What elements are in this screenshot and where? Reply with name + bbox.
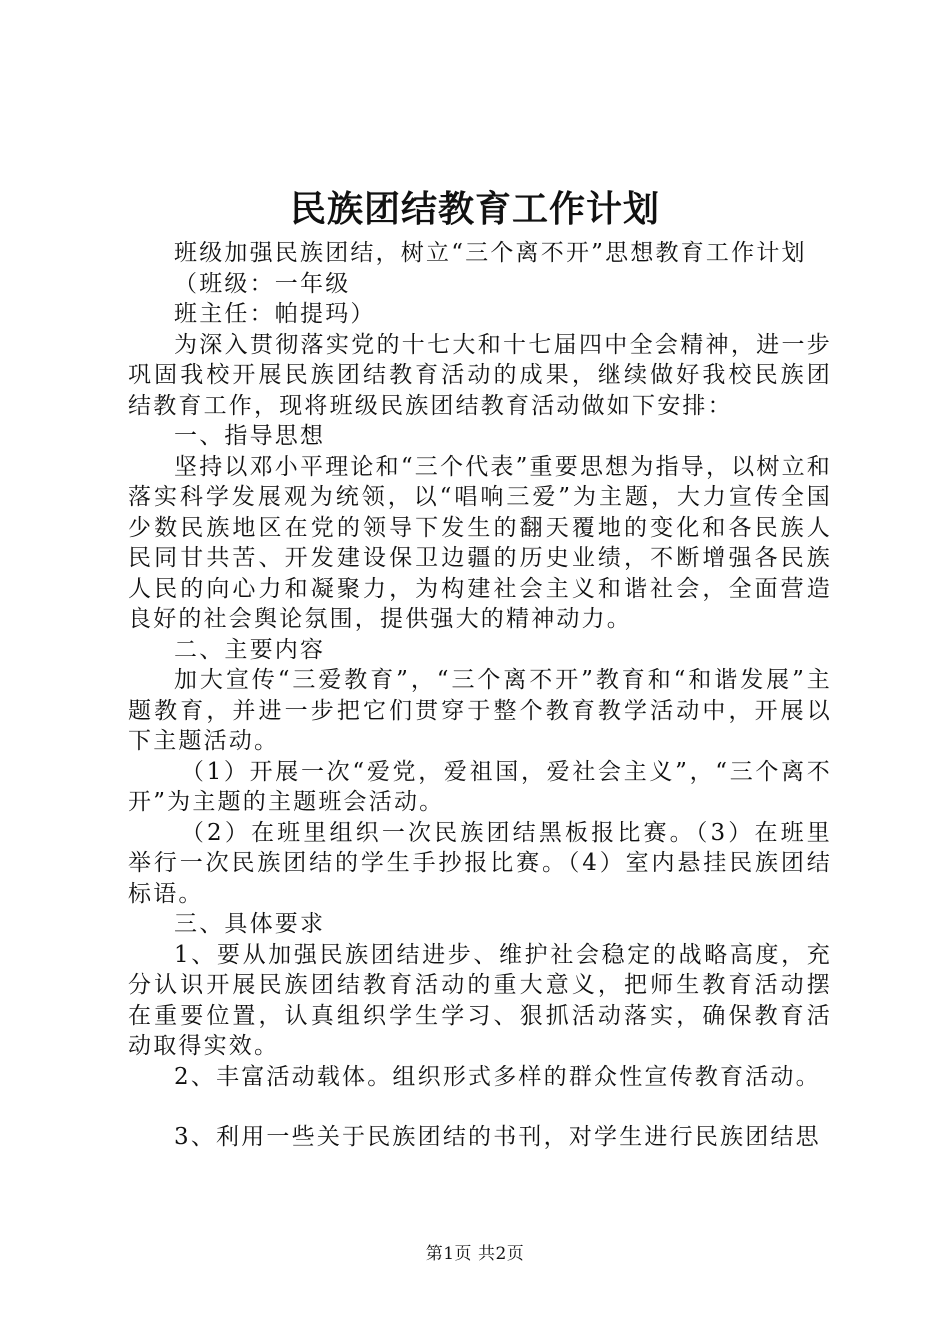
section-heading-requirements: 三、具体要求: [174, 911, 326, 937]
intro-paragraph: 为深入贯彻落实党的十七大和十七届四中全会精神，进一步巩固我校开展民族团结教育活动的成果，继续做好我校民族团结教育工作，现将班级民族团结教育活动做如下安排：: [128, 331, 832, 419]
requirement-1: 1、要从加强民族团结进步、维护社会稳定的战略高度，充分认识开展民族团结教育活动的重大意义，把师生教育活动摆在重要位置，认真组织学生学习、狠抓活动落实，确保教育活动取得实效。: [128, 941, 832, 1059]
document-title: 民族团结教育工作计划: [289, 188, 660, 230]
document-body: [128, 238, 832, 1153]
page-number-footer: 第1页 共2页: [425, 1244, 525, 1264]
teacher-info: 班主任：帕提玛）: [174, 301, 376, 327]
class-info: （班级：一年级: [174, 270, 351, 297]
guiding-ideology-paragraph: 坚持以邓小平理论和“三个代表”重要思想为指导，以树立和落实科学发展观为统领，以“唱响三爱”为主题，大力宣传全国少数民族地区在党的领导下发生的翻天覆地的变化和各民族人民同甘共苦、开发建设保卫边疆的历史业绩，不断增强各民族人民的向心力和凝聚力，为构建社会主义和谐社会，全面营造良好的社会舆论氛围，提供强大的精神动力。: [128, 453, 832, 632]
main-content-paragraph: 加大宣传“三爱教育”，“三个离不开”教育和“和谐发展”主题教育，并进一步把它们贯穿于整个教育教学活动中，开展以下主题活动。: [128, 667, 832, 754]
section-heading-guiding-ideology: 一、指导思想: [174, 423, 326, 449]
requirement-2: 2、丰富活动载体。组织形式多样的群众性宣传教育活动。: [174, 1063, 821, 1090]
subtitle-paragraph: 班级加强民族团结，树立“三个离不开”思想教育工作计划: [174, 240, 807, 266]
activity-item-1: （1）开展一次“爱党，爱祖国，爱社会主义”，“三个离不开”为主题的主题班会活动。: [128, 758, 832, 815]
activity-items-2-4: （2）在班里组织一次民族团结黑板报比赛。（3）在班里举行一次民族团结的学生手抄报比赛。（4）室内悬挂民族团结标语。: [128, 819, 832, 907]
requirement-3: 3、利用一些关于民族团结的书刊，对学生进行民族团结思: [174, 1124, 821, 1150]
section-heading-main-content: 二、主要内容: [174, 636, 326, 663]
